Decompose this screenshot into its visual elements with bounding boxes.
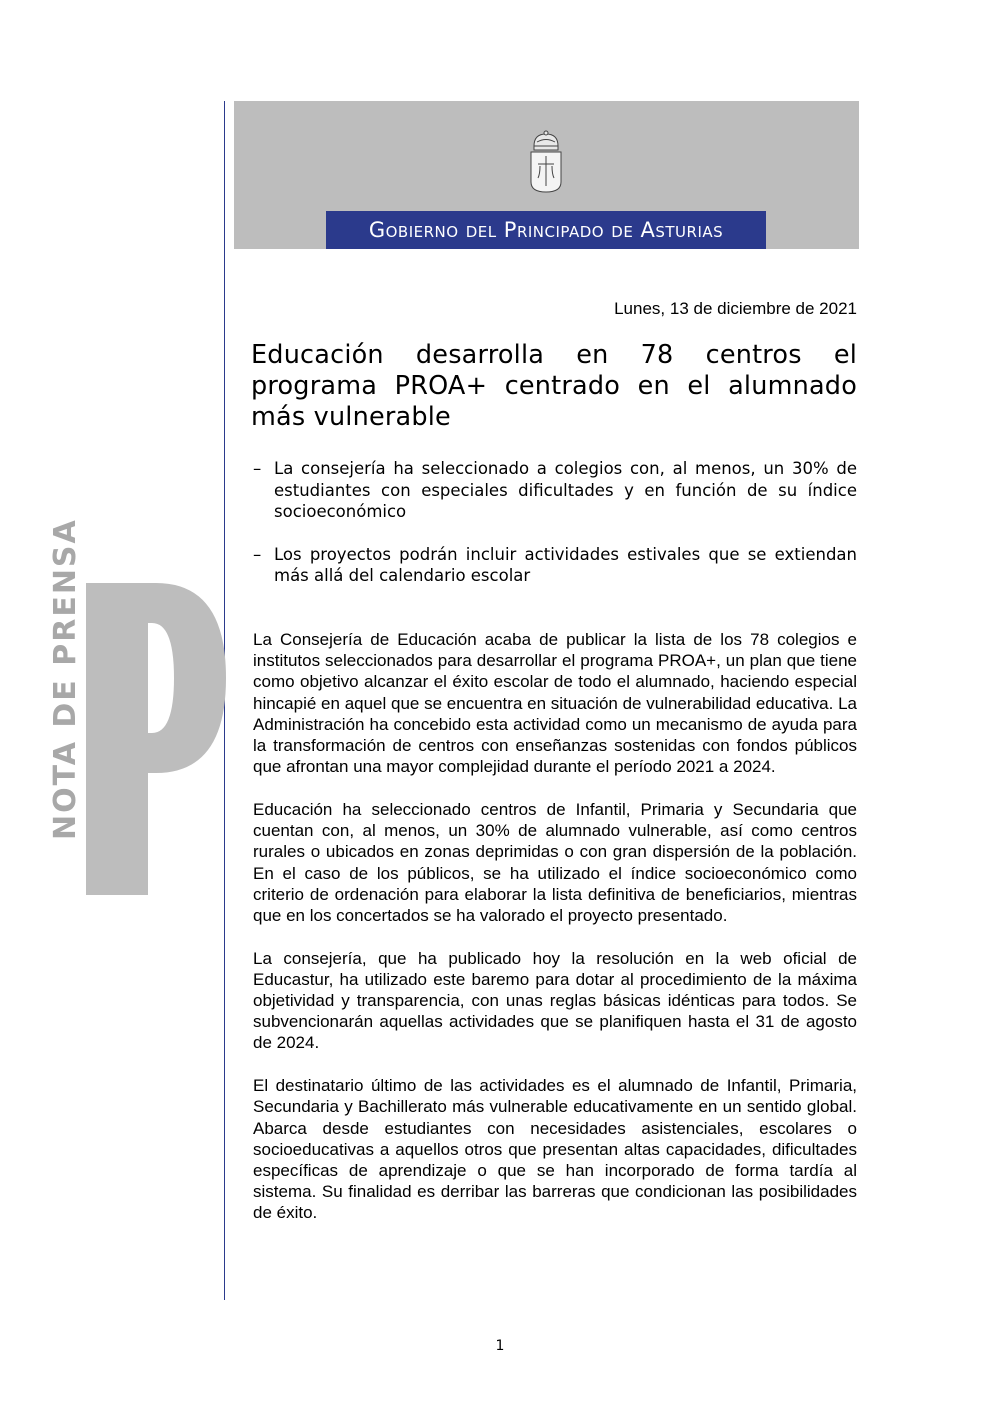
dash-icon: – xyxy=(253,544,262,564)
paragraph: Educación ha seleccionado centros de Infantil, Primaria y Secundaria que cuentan con, al menos, un 30% de alumnado vulnerable, así como centros rurales o ubicados en zonas deprimidas o con gran dispersión de la población. En el caso de los públicos, se ha utilizado el índice socioeconómico como criterio de ordenación para elaborar la lista definitiva de beneficiarios, mientras que en los concertados se ha valorado el proyecto presentado. xyxy=(253,799,857,925)
bullet-text: La consejería ha seleccionado a colegios con, al menos, un 30% de estudiantes con especiales dificultades y en función de su índice socioeconómico xyxy=(274,459,857,521)
release-date: Lunes, 13 de diciembre de 2021 xyxy=(614,299,857,318)
paragraph: La Consejería de Educación acaba de publicar la lista de los 78 colegios e institutos seleccionados para desarrollar el programa PROA+, un plan que tiene como objetivo alcanzar el éxito escolar de todo el alumnado, haciendo especial hincapié en aquel que se encuentra en situación de vulnerabilidad educativa. La Administración ha concebido esta actividad como un mecanismo de ayuda para la transformación de centros con enseñanzas sostenidas con fondos públicos que afrontan una mayor complejidad durante el período 2021 a 2024. xyxy=(253,630,857,777)
article-body xyxy=(253,629,857,1245)
paragraph: El destinatario último de las actividades es el alumnado de Infantil, Primaria, Secundaria y Bachillerato más vulnerable educativamente en un sentido global. Abarca desde estudiantes con necesidades asistenciales, escolares o socioeducativas a aquellos otros que presentan altas capacidades, dificultades específicas de aprendizaje o que se han incorporado de forma tardía al sistema. Su finalidad es derribar las barreras que condicionan las posibilidades de éxito. xyxy=(253,1076,857,1223)
bullet-text: Los proyectos podrán incluir actividades estivales que se extiendan más allá del calendario escolar xyxy=(274,544,857,585)
dash-icon: – xyxy=(253,459,262,478)
summary-bullets xyxy=(253,458,857,608)
bullet-item xyxy=(253,458,857,523)
press-letter-p-icon xyxy=(86,583,226,895)
page-number: 1 xyxy=(495,1338,505,1354)
government-banner: Gobierno del Principado de Asturias xyxy=(326,211,766,249)
bullet-item xyxy=(253,544,857,587)
coat-of-arms-icon xyxy=(526,130,566,194)
paragraph: La consejería, que ha publicado hoy la resolución en la web oficial de Educastur, ha utilizado este baremo para dotar al procedimiento de la máxima objetividad y transparencia, con unas reglas básicas idénticas para todos. Se subvencionarán aquellas actividades que se planifiquen hasta el 31 de agosto de 2024. xyxy=(253,948,857,1053)
press-release-label: NOTA DE PRENSA xyxy=(48,518,83,840)
page-title: Educación desarrolla en 78 centros el programa PROA+ centrado en el alumnado más vulnerable xyxy=(251,340,857,432)
